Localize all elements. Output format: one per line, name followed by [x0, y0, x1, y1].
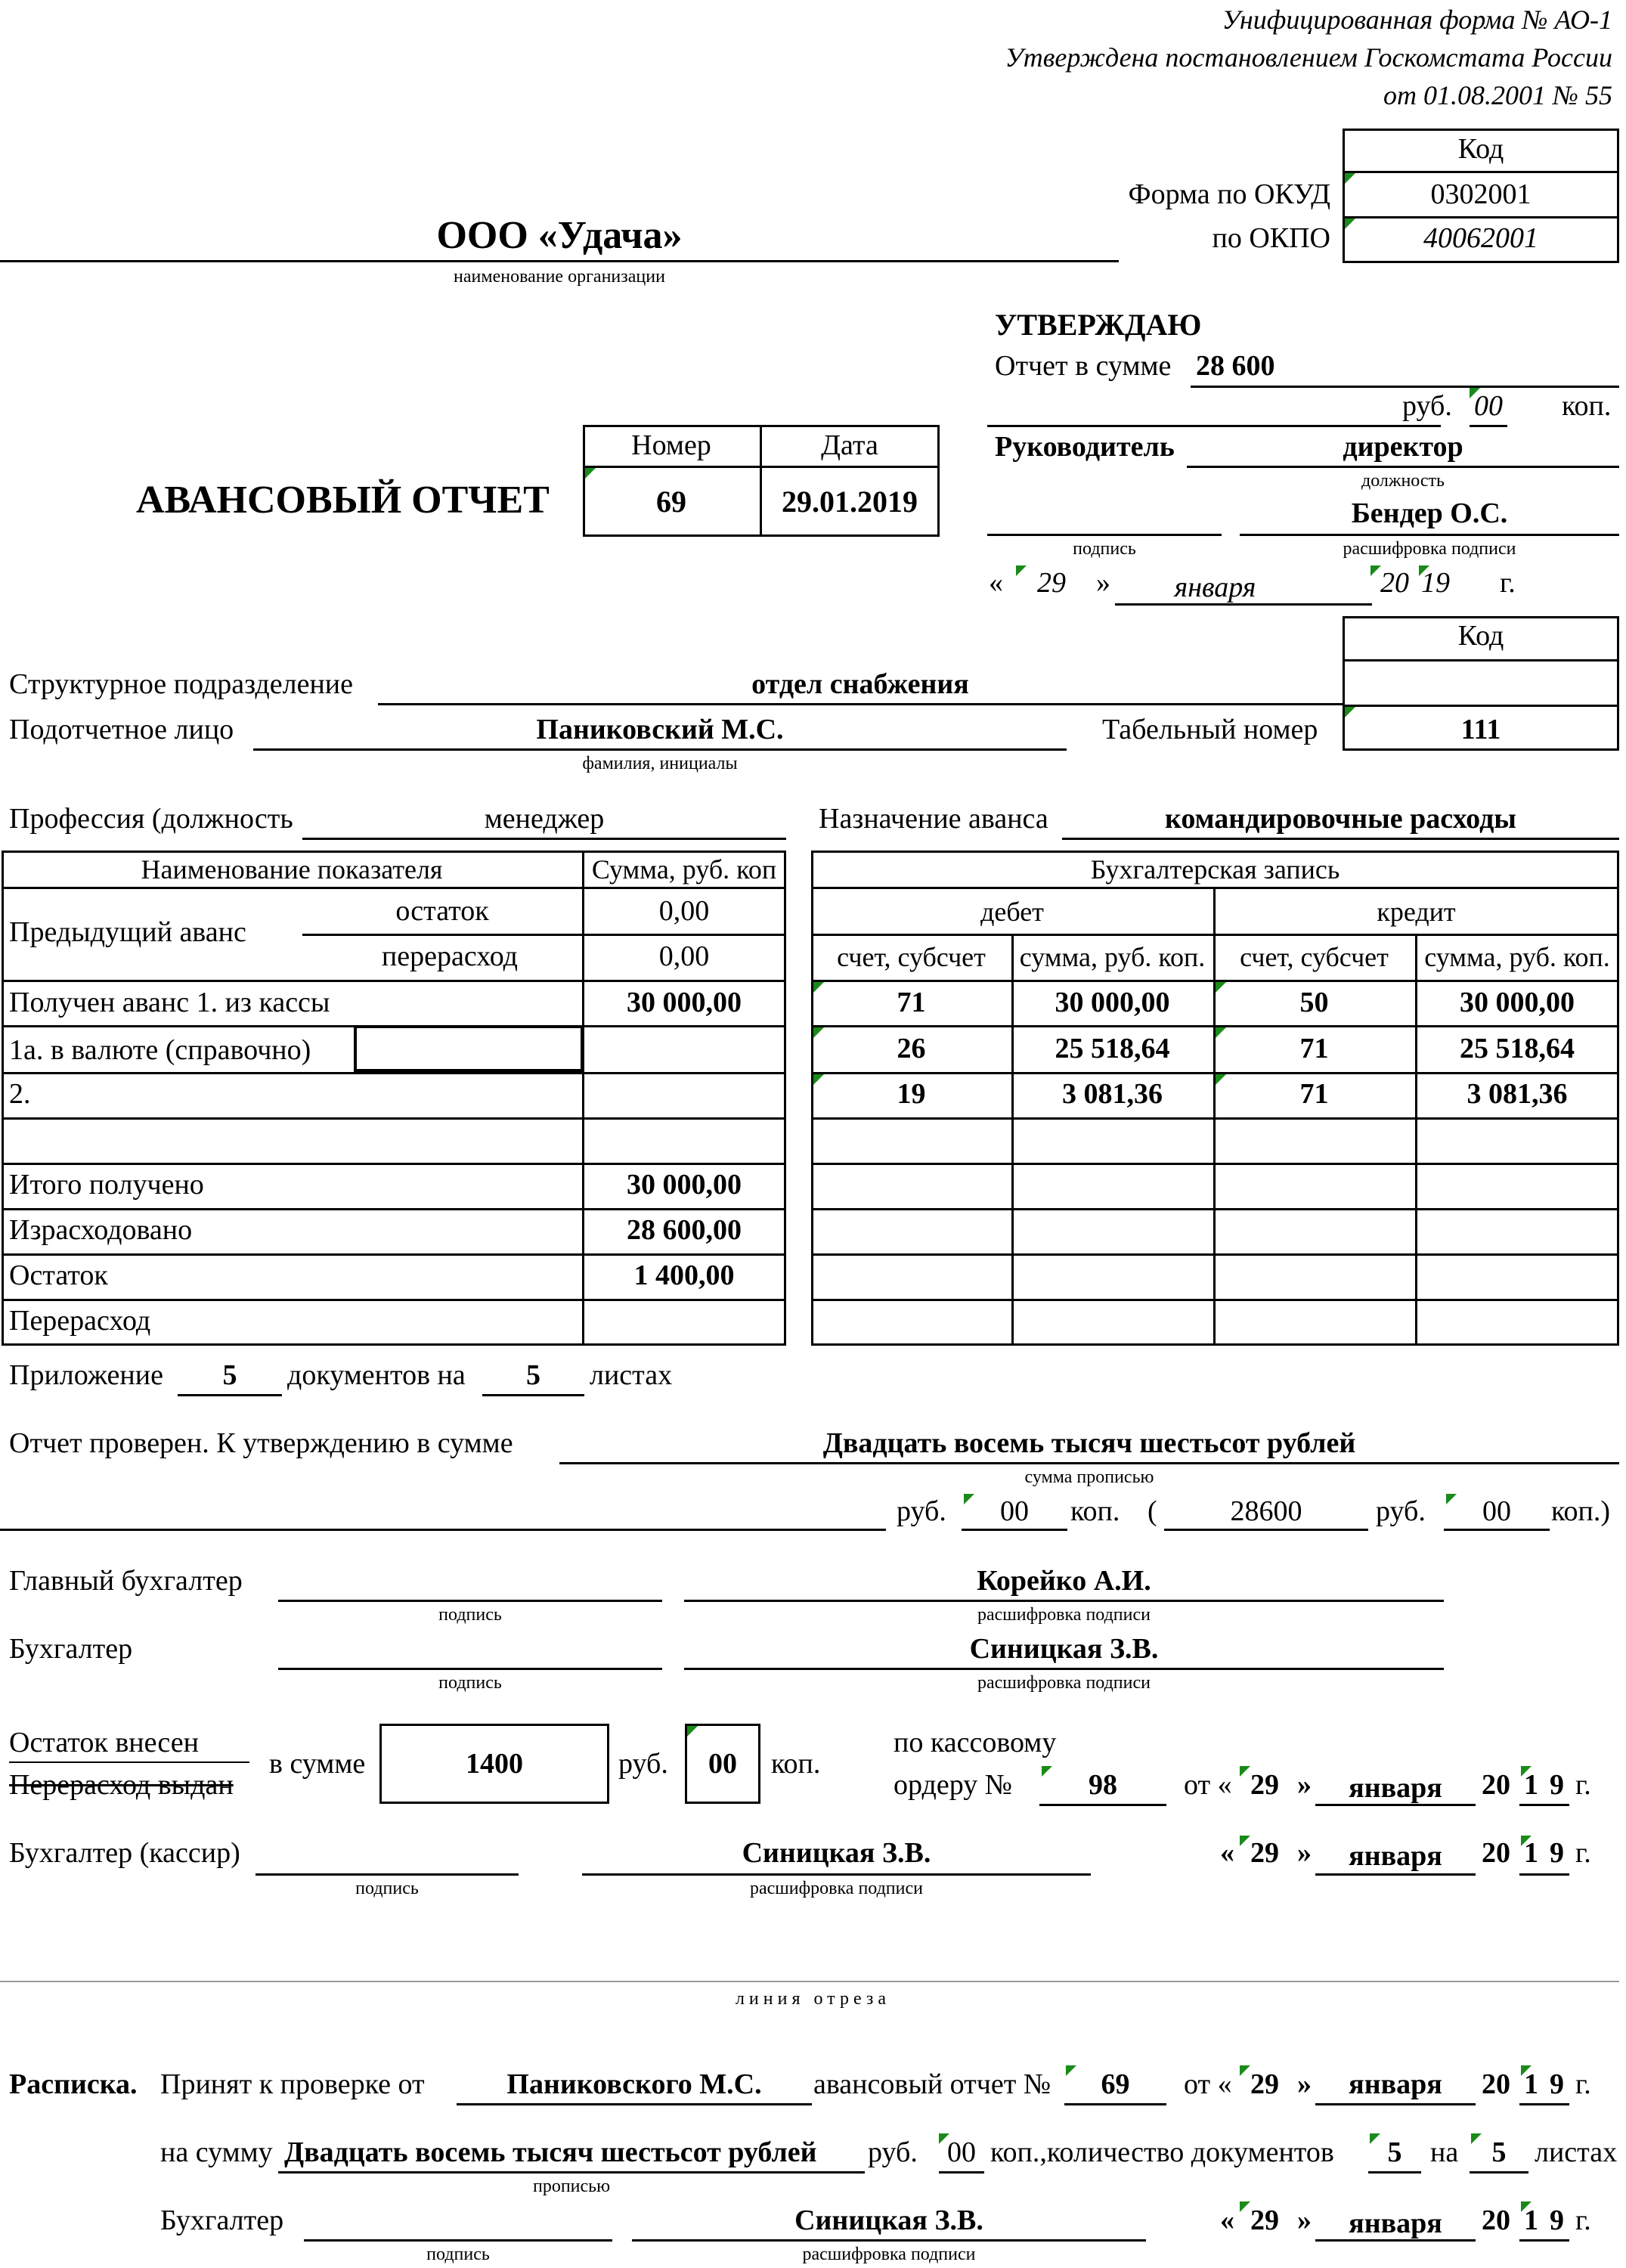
- receipt-docs: 5: [1387, 2136, 1402, 2168]
- cash-sum-label: в сумме: [269, 1748, 366, 1780]
- cash-sum-value: 1400: [466, 1748, 523, 1780]
- total-received-value: 30 000,00: [627, 1169, 742, 1201]
- verified-kop-value: 00: [1000, 1495, 1029, 1527]
- entry-row-3-debit-sum: 3 081,36: [1062, 1078, 1163, 1110]
- overspend-value: 0,00: [658, 940, 710, 972]
- receipt-accountant-label: Бухгалтер: [160, 2204, 284, 2236]
- approval-year-suffix: 19: [1421, 567, 1450, 599]
- cash-rub-label: руб.: [618, 1748, 668, 1780]
- receipt-bottom-year-digit-1: 1: [1524, 2204, 1538, 2236]
- verified-kop-label-2: коп.): [1551, 1495, 1611, 1527]
- number-label: Номер: [631, 429, 711, 461]
- person-caption: фамилия, инициалы: [582, 754, 738, 773]
- receipt-sheets: 5: [1491, 2136, 1507, 2168]
- cash-year-digit-2: 9: [1550, 1769, 1564, 1801]
- chief-signature-caption: подпись: [438, 1605, 502, 1625]
- okud-value: 0302001: [1430, 178, 1532, 210]
- spent-label: Израсходовано: [9, 1214, 193, 1246]
- row2-label: 2.: [9, 1078, 31, 1110]
- approval-sum-label: Отчет в сумме: [995, 350, 1172, 382]
- approval-kop-label: коп.: [1562, 390, 1612, 422]
- total-received-label: Итого получено: [9, 1169, 204, 1201]
- cash-year-label: г.: [1575, 1769, 1591, 1801]
- profession-label: Профессия (должность: [9, 803, 293, 835]
- chief-accountant-label: Главный бухгалтер: [9, 1565, 243, 1597]
- approval-sum-value: 28 600: [1196, 350, 1275, 382]
- cell-marker-icon: [1240, 2201, 1250, 2212]
- spent-value: 28 600,00: [627, 1214, 742, 1246]
- entry-row-1-debit-sum: 30 000,00: [1055, 987, 1170, 1018]
- overspend-label: перерасход: [381, 940, 518, 972]
- cashier-year-prefix: 20: [1482, 1837, 1510, 1869]
- cashier-signature-caption: подпись: [355, 1879, 419, 1898]
- receipt-report-label: авансовый отчет №: [813, 2068, 1051, 2100]
- tab-number-value: 111: [1460, 714, 1501, 745]
- verified-sum-digits: 28600: [1230, 1495, 1302, 1527]
- approval-day: 29: [1037, 567, 1066, 599]
- balance-label: Остаток: [9, 1259, 108, 1291]
- balance-value: 1 400,00: [633, 1259, 735, 1291]
- okpo-label: по ОКПО: [1212, 222, 1330, 254]
- overspend-issued-label: Перерасход выдан: [9, 1769, 234, 1801]
- approval-year-prefix: 20: [1380, 567, 1409, 599]
- approval-quote-open: «: [989, 567, 1003, 599]
- receipt-title: Расписка.: [9, 2068, 138, 2100]
- verified-rub-label-2: руб.: [1376, 1495, 1426, 1527]
- cashier-year-label: г.: [1575, 1837, 1591, 1869]
- receipt-year-digit-2: 9: [1550, 2068, 1564, 2100]
- cut-line: [0, 1981, 1619, 1982]
- person-value: Паниковский М.С.: [536, 714, 784, 745]
- credit-sum-header: сумма, руб. коп.: [1424, 942, 1610, 972]
- prev-advance-label: Предыдущий аванс: [9, 916, 246, 948]
- person-label: Подотчетное лицо: [9, 714, 234, 745]
- accountant-label: Бухгалтер: [9, 1633, 133, 1665]
- receipt-accountant-name: Синицкая З.В.: [794, 2204, 983, 2236]
- receipt-accepted-label: Принят к проверке от: [160, 2068, 425, 2100]
- organization-caption: наименование организации: [454, 267, 665, 287]
- cut-line-label: линия отреза: [735, 1989, 891, 2009]
- receipt-on-label: на: [1430, 2136, 1459, 2168]
- credit-header: кредит: [1377, 897, 1456, 927]
- entry-row-2-credit-account: 71: [1299, 1033, 1329, 1064]
- receipt-words-caption: прописью: [532, 2177, 611, 2196]
- approval-year-label: г.: [1500, 567, 1516, 599]
- cell-marker-icon: [1240, 2065, 1250, 2076]
- approval-rub-label: руб.: [1402, 390, 1452, 422]
- department-label: Структурное подразделение: [9, 668, 353, 700]
- tab-number-label: Табельный номер: [1102, 714, 1318, 745]
- receipt-quote-close: »: [1297, 2068, 1312, 2100]
- head-name-caption: расшифровка подписи: [1343, 539, 1516, 559]
- attachment-sheets-label: листах: [590, 1359, 673, 1391]
- receipt-kop-docs-label: коп.,количество документов: [990, 2136, 1334, 2168]
- form-title: Унифицированная форма № АО-1: [1222, 5, 1612, 35]
- cell-marker-icon: [1345, 173, 1355, 184]
- cashier-label: Бухгалтер (кассир): [9, 1837, 240, 1869]
- purpose-label: Назначение аванса: [819, 803, 1048, 835]
- receipt-name-caption: расшифровка подписи: [802, 2245, 976, 2264]
- approved-line: Утверждена постановлением Госкомстата России: [1005, 42, 1612, 73]
- receipt-bottom-year-label: г.: [1575, 2204, 1591, 2236]
- cash-order-number: 98: [1089, 1769, 1117, 1801]
- verified-sum-caption: сумма прописью: [1024, 1467, 1154, 1487]
- accountant-signature-caption: подпись: [438, 1673, 502, 1693]
- document-title: АВАНСОВЫЙ ОТЧЕТ: [136, 479, 550, 522]
- approved-date-line: от 01.08.2001 № 55: [1383, 80, 1612, 110]
- overspent-label: Перерасход: [9, 1305, 151, 1337]
- accountant-name: Синицкая З.В.: [969, 1633, 1159, 1665]
- debit-sum-header: сумма, руб. коп.: [1019, 942, 1206, 972]
- okpo-value: 40062001: [1423, 222, 1538, 254]
- organization-name: ООО «Удача»: [436, 214, 683, 257]
- debit-account-header: счет, субсчет: [837, 942, 986, 972]
- receipt-year-digit-1: 1: [1524, 2068, 1538, 2100]
- entry-row-3-credit-sum: 3 081,36: [1466, 1078, 1568, 1110]
- receipt-month: января: [1349, 2068, 1442, 2100]
- approval-title: УТВЕРЖДАЮ: [995, 308, 1202, 342]
- receipt-rub-label: руб.: [868, 2136, 918, 2168]
- receipt-bottom-quote-close: »: [1297, 2204, 1312, 2236]
- cell-marker-icon: [1240, 1766, 1250, 1777]
- profession-value: менеджер: [484, 803, 605, 835]
- cashier-name: Синицкая З.В.: [742, 1837, 931, 1869]
- purpose-value: командировочные расходы: [1165, 803, 1516, 835]
- cell-marker-icon: [585, 468, 596, 479]
- remainder-label: остаток: [395, 895, 489, 927]
- cashier-quote-open: «: [1220, 1837, 1234, 1869]
- document-number: 69: [656, 485, 686, 519]
- receipt-bottom-month: января: [1349, 2208, 1442, 2239]
- cashier-year-digit-1: 1: [1524, 1837, 1538, 1869]
- approval-month: января: [1174, 572, 1256, 603]
- cashier-year-digit-2: 9: [1550, 1837, 1564, 1869]
- receipt-day: 29: [1250, 2068, 1279, 2100]
- remainder-value: 0,00: [658, 895, 710, 927]
- currency-input-box: [354, 1025, 584, 1072]
- date-label: Дата: [821, 429, 878, 461]
- chief-accountant-name: Корейко А.И.: [977, 1565, 1151, 1597]
- verified-kop-value-2: 00: [1482, 1495, 1511, 1527]
- currency-label: 1а. в валюте (справочно): [9, 1034, 311, 1066]
- receipt-sum-label: на сумму: [160, 2136, 273, 2168]
- verified-paren-open: (: [1147, 1495, 1157, 1527]
- head-label: Руководитель: [995, 431, 1175, 463]
- entry-row-2-debit-account: 26: [897, 1033, 926, 1064]
- verified-sum-words: Двадцать восемь тысяч шестьсот рублей: [822, 1427, 1356, 1459]
- debit-header: дебет: [980, 897, 1044, 927]
- receipt-from-label: от «: [1184, 2068, 1232, 2100]
- accounting-title: Бухгалтерская запись: [1090, 854, 1340, 885]
- receipt-from-name: Паниковского М.С.: [506, 2068, 762, 2100]
- approval-kop-value: 00: [1474, 390, 1503, 422]
- code-header: Код: [1457, 133, 1504, 165]
- cashier-quote-close: »: [1297, 1837, 1312, 1869]
- receipt-sum-words: Двадцать восемь тысяч шестьсот рублей: [284, 2136, 817, 2168]
- cash-order-label-1: по кассовому: [894, 1727, 1057, 1758]
- cash-day: 29: [1250, 1769, 1279, 1801]
- entry-row-1-credit-sum: 30 000,00: [1460, 987, 1575, 1018]
- cash-quote-close: »: [1297, 1769, 1312, 1801]
- attachment-sheets: 5: [526, 1359, 540, 1391]
- okud-label: Форма по ОКУД: [1128, 178, 1330, 210]
- receipt-sheets-label: листах: [1535, 2136, 1618, 2168]
- head-name: Бендер О.С.: [1351, 497, 1508, 529]
- cell-marker-icon: [1345, 218, 1355, 229]
- receipt-bottom-year-prefix: 20: [1482, 2204, 1510, 2236]
- attachment-label: Приложение: [9, 1359, 163, 1391]
- attachment-docs: 5: [222, 1359, 237, 1391]
- cash-year-digit-1: 1: [1524, 1769, 1538, 1801]
- cash-kop-value: 00: [708, 1748, 737, 1780]
- verified-label: Отчет проверен. К утверждению в сумме: [9, 1427, 513, 1459]
- entry-row-3-credit-account: 71: [1299, 1078, 1329, 1110]
- entry-row-3-debit-account: 19: [897, 1078, 926, 1110]
- cell-marker-icon: [687, 1726, 698, 1737]
- receipt-bottom-day: 29: [1250, 2204, 1279, 2236]
- cashier-day: 29: [1250, 1837, 1279, 1869]
- entry-row-2-debit-sum: 25 518,64: [1055, 1033, 1170, 1064]
- entry-row-2-credit-sum: 25 518,64: [1460, 1033, 1575, 1064]
- entry-row-1-debit-account: 71: [897, 987, 926, 1018]
- receipt-bottom-year-digit-2: 9: [1550, 2204, 1564, 2236]
- cash-kop-label: коп.: [771, 1748, 821, 1780]
- cash-order-label-2: ордеру №: [894, 1769, 1012, 1801]
- head-signature-caption: подпись: [1073, 539, 1136, 559]
- cash-month: января: [1349, 1772, 1442, 1804]
- cash-year-prefix: 20: [1482, 1769, 1510, 1801]
- receipt-year-prefix: 20: [1482, 2068, 1510, 2100]
- cashier-name-caption: расшифровка подписи: [749, 1879, 923, 1898]
- department-value: отдел снабжения: [751, 668, 969, 700]
- cell-marker-icon: [1240, 1836, 1250, 1846]
- document-date: 29.01.2019: [782, 485, 918, 519]
- cash-from-label: от «: [1184, 1769, 1232, 1801]
- attachment-docs-label: документов на: [287, 1359, 466, 1391]
- position-caption: должность: [1361, 471, 1445, 491]
- col-indicator-header: Наименование показателя: [141, 854, 443, 885]
- received-label: Получен аванс 1. из кассы: [9, 987, 330, 1018]
- cell-marker-icon: [1370, 565, 1381, 576]
- remainder-deposited-label: Остаток внесен: [9, 1727, 199, 1758]
- verified-kop-label: коп.: [1070, 1495, 1120, 1527]
- head-position: директор: [1343, 431, 1463, 463]
- approval-quote-close: »: [1096, 567, 1110, 599]
- col-sum-header: Сумма, руб. коп: [591, 854, 777, 885]
- credit-account-header: счет, субсчет: [1240, 942, 1389, 972]
- receipt-report-number: 69: [1101, 2068, 1130, 2100]
- verified-rub-label: руб.: [897, 1495, 946, 1527]
- receipt-signature-caption: подпись: [426, 2245, 490, 2264]
- receipt-year-label: г.: [1575, 2068, 1591, 2100]
- employee-code-header: Код: [1457, 620, 1504, 652]
- receipt-kop-value: 00: [947, 2136, 976, 2168]
- chief-name-caption: расшифровка подписи: [977, 1605, 1151, 1625]
- received-value: 30 000,00: [627, 987, 742, 1018]
- cashier-month: января: [1349, 1840, 1442, 1872]
- entry-row-1-credit-account: 50: [1299, 987, 1329, 1018]
- receipt-bottom-quote-open: «: [1220, 2204, 1234, 2236]
- accountant-name-caption: расшифровка подписи: [977, 1673, 1151, 1693]
